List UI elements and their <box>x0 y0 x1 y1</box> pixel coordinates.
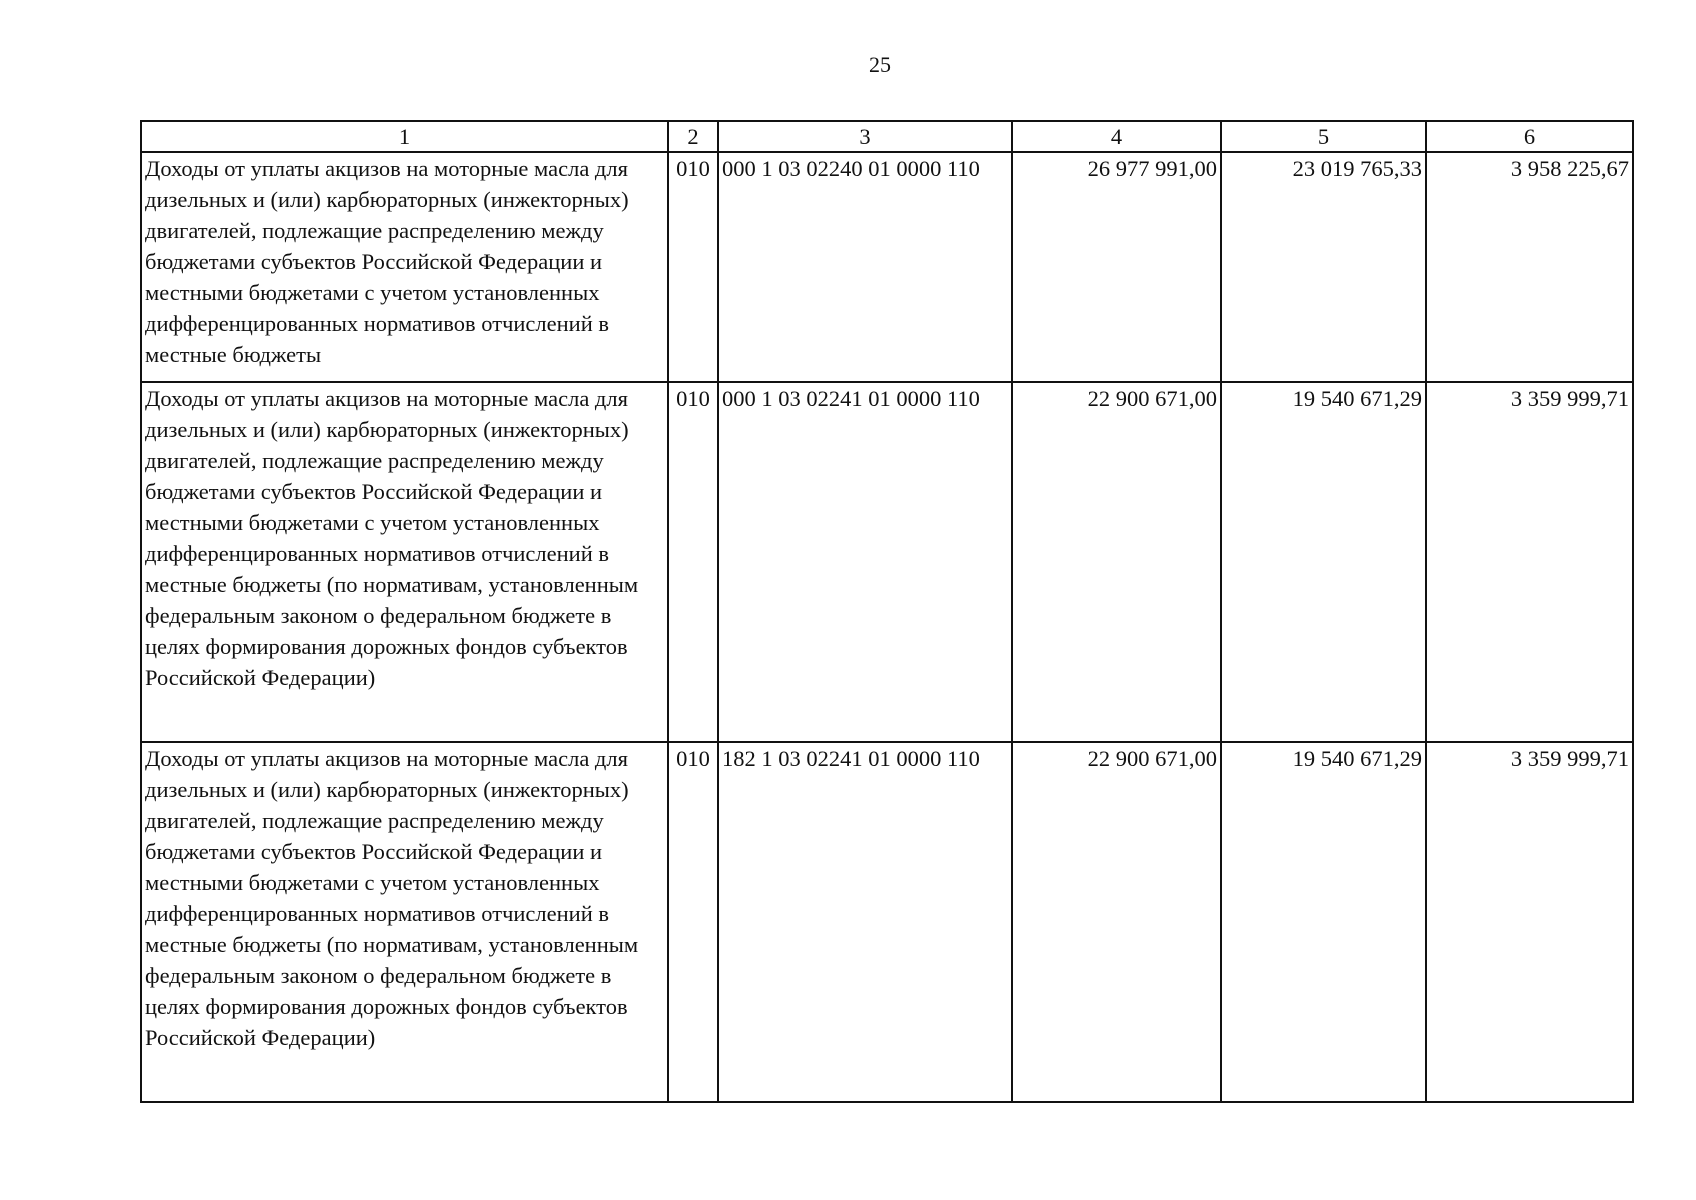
row-value-col4: 22 900 671,00 <box>1012 382 1221 742</box>
row-value-col6: 3 359 999,71 <box>1426 742 1633 1102</box>
row-value-col6: 3 958 225,67 <box>1426 152 1633 382</box>
column-header-3: 3 <box>718 121 1012 152</box>
row-value-col4: 22 900 671,00 <box>1012 742 1221 1102</box>
row-value-col5: 19 540 671,29 <box>1221 742 1426 1102</box>
row-value-col5: 19 540 671,29 <box>1221 382 1426 742</box>
row-value-col4: 26 977 991,00 <box>1012 152 1221 382</box>
row-code: 010 <box>668 152 718 382</box>
row-budget-classification-code: 182 1 03 02241 01 0000 110 <box>718 742 1012 1102</box>
column-header-4: 4 <box>1012 121 1221 152</box>
row-value-col6: 3 359 999,71 <box>1426 382 1633 742</box>
row-budget-classification-code: 000 1 03 02241 01 0000 110 <box>718 382 1012 742</box>
row-description: Доходы от уплаты акцизов на моторные масла для дизельных и (или) карбюраторных (инжекторных) двигателей, подлежащие распределению между бюджетами субъектов Российской Федерации и местными бюджетами с учетом установленных дифференцированных нормативов отчислений в местные бюджеты (по нормативам, установленным федеральным законом о федеральном бюджете в целях формирования дорожных фондов субъектов Российской Федерации) <box>141 742 668 1102</box>
row-value-col5: 23 019 765,33 <box>1221 152 1426 382</box>
revenue-table <box>140 120 1634 1103</box>
row-code: 010 <box>668 382 718 742</box>
table-row <box>141 742 1633 1102</box>
column-header-5: 5 <box>1221 121 1426 152</box>
row-description: Доходы от уплаты акцизов на моторные масла для дизельных и (или) карбюраторных (инжекторных) двигателей, подлежащие распределению между бюджетами субъектов Российской Федерации и местными бюджетами с учетом установленных дифференцированных нормативов отчислений в местные бюджеты (по нормативам, установленным федеральным законом о федеральном бюджете в целях формирования дорожных фондов субъектов Российской Федерации) <box>141 382 668 742</box>
table-row <box>141 152 1633 382</box>
column-header-2: 2 <box>668 121 718 152</box>
column-header-1: 1 <box>141 121 668 152</box>
table-row <box>141 382 1633 742</box>
table-header-row <box>141 121 1633 152</box>
row-description: Доходы от уплаты акцизов на моторные масла для дизельных и (или) карбюраторных (инжекторных) двигателей, подлежащие распределению между бюджетами субъектов Российской Федерации и местными бюджетами с учетом установленных дифференцированных нормативов отчислений в местные бюджеты <box>141 152 668 382</box>
page-number: 25 <box>869 52 891 77</box>
row-budget-classification-code: 000 1 03 02240 01 0000 110 <box>718 152 1012 382</box>
column-header-6: 6 <box>1426 121 1633 152</box>
row-code: 010 <box>668 742 718 1102</box>
